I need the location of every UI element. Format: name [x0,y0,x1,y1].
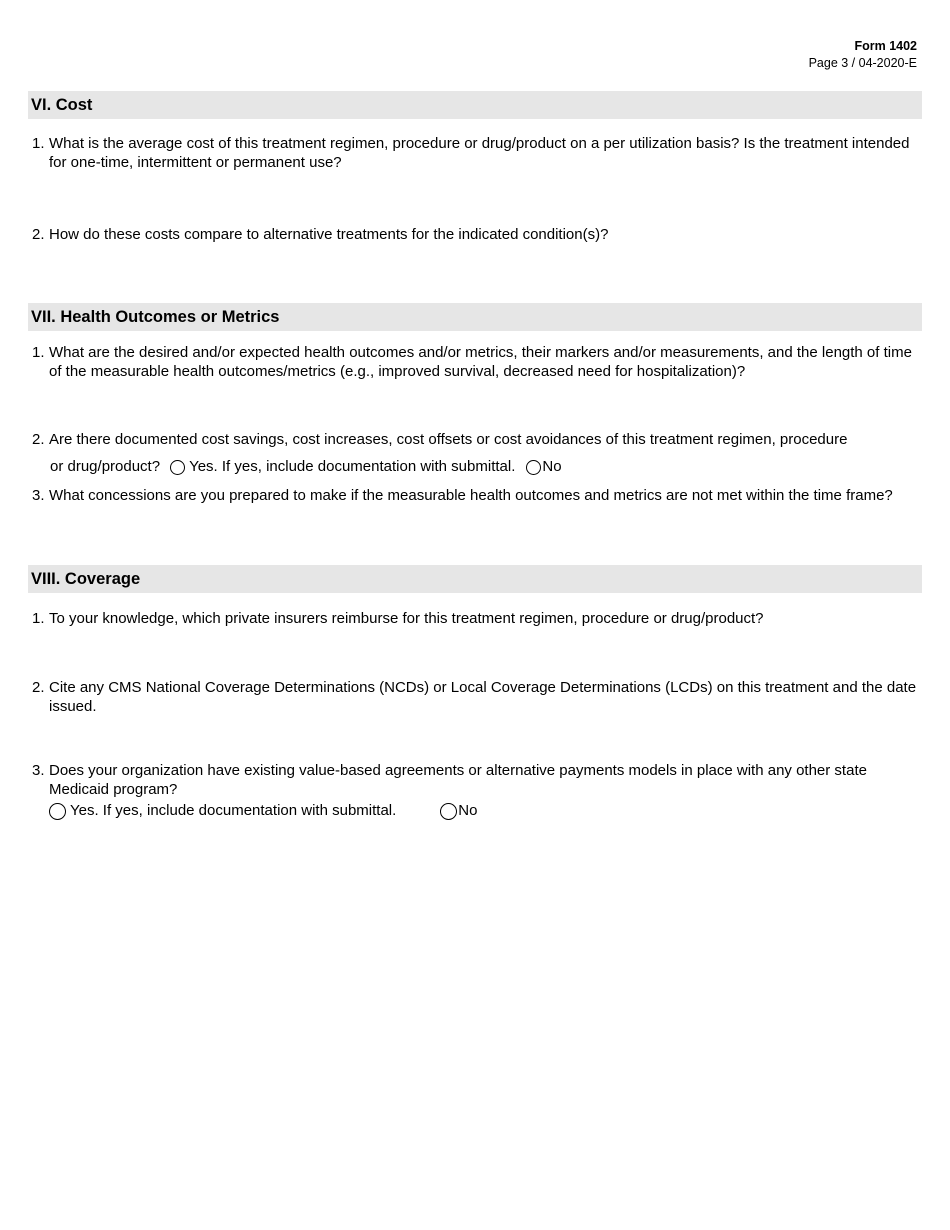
question-number: 3. [32,762,45,779]
section-cost-title: VI. Cost [28,91,922,119]
question-number: 1. [32,344,45,361]
yes-radio-label: Yes. If yes, include documentation with submittal. [70,802,397,819]
coverage-question-1 [32,610,922,629]
question-number: 2. [32,679,45,696]
health-question-1 [32,344,922,381]
no-radio[interactable] [440,803,457,820]
question-number: 3. [32,487,45,504]
question-text: How do these costs compare to alternative treatments for the indicated condition(s)? [49,226,609,243]
question-text: Does your organization have existing value-based agreements or alternative payments models in place with any other state Medicaid program? [49,762,867,798]
question-text: Are there documented cost savings, cost increases, cost offsets or cost avoidances of this treatment regimen, procedure [49,431,848,448]
question-text: What is the average cost of this treatment regimen, procedure or drug/product on a per utilization basis? Is the treatment intended for one-time, intermittent or permanent use? [49,135,910,171]
coverage-question-2 [32,679,922,716]
question-number: 2. [32,431,45,448]
form-header [809,38,917,72]
question-text-continued: or drug/product? [50,458,161,475]
form-number: Form 1402 [854,39,917,53]
question-text: What concessions are you prepared to make if the measurable health outcomes and metrics are not met within the time frame? [49,487,893,504]
coverage-q3-options [49,802,477,820]
yes-radio-label: Yes. If yes, include documentation with submittal. [189,458,516,475]
question-number: 1. [32,135,45,152]
question-text: What are the desired and/or expected health outcomes and/or metrics, their markers and/or measurements, and the length of time of the measurable health outcomes/metrics (e.g., improved survival, decreased need for hospitalization)? [49,344,912,380]
coverage-question-3 [32,762,922,799]
page-info: Page 3 / 04-2020-E [808,56,917,70]
question-text: To your knowledge, which private insurers reimburse for this treatment regimen, procedure or drug/product? [49,610,764,627]
section-health-title: VII. Health Outcomes or Metrics [28,303,922,331]
no-radio-label: No [542,458,562,475]
question-text: Cite any CMS National Coverage Determinations (NCDs) or Local Coverage Determinations (LCDs) on this treatment and the date issued. [49,679,917,715]
cost-question-1 [32,135,922,172]
yes-radio[interactable] [49,803,66,820]
health-question-2 [32,431,922,450]
question-number: 1. [32,610,45,627]
no-radio[interactable] [526,460,541,475]
health-q2-options [50,458,562,476]
yes-radio[interactable] [170,460,185,475]
section-coverage-title: VIII. Coverage [28,565,922,593]
health-question-3 [32,487,922,506]
cost-question-2 [32,226,922,245]
no-radio-label: No [458,802,478,819]
question-number: 2. [32,226,45,243]
